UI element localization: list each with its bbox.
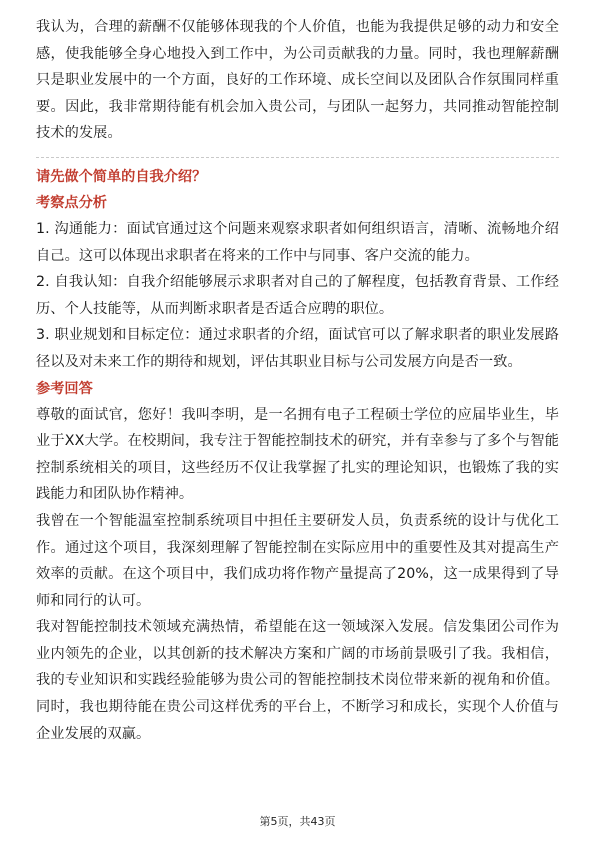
answer-paragraph: 我对智能控制技术领域充满热情，希望能在这一领域深入发展。信发集团公司作为业内领先的企业，以其创新的技术解决方案和广阔的市场前景吸引了我。我相信，我的专业知识和实践经验能够为贵公司的智能控制技术岗位带来新的视角和价值。同时，我也期待能在贵公司这样优秀的平台上，不断学习和成长，实现个人价值与企业发展的双赢。 xyxy=(36,619,559,742)
page-number: 第5页，共43页 xyxy=(259,815,336,828)
analysis-point: 2. 自我认知：自我介绍能够展示求职者对自己的了解程度，包括教育背景、工作经历、个人技能等，从而判断求职者是否适合应聘的职位。 xyxy=(36,274,559,317)
section-divider xyxy=(36,157,559,158)
answer-label: 参考回答 xyxy=(36,380,93,397)
analysis-point: 1. 沟通能力：面试官通过这个问题来观察求职者如何组织语言，清晰、流畅地介绍自己。这可以体现出求职者在将来的工作中与同事、客户交流的能力。 xyxy=(36,220,559,264)
answer-paragraph: 我曾在一个智能温室控制系统项目中担任主要研发人员，负责系统的设计与优化工作。通过这个项目，我深刻理解了智能控制在实际应用中的重要性及其对提高生产效率的贡献。在这个项目中，我们成功将作物产量提高了20%，这一成果得到了导师和同行的认可。 xyxy=(36,512,559,609)
analysis-point: 3. 职业规划和目标定位：通过求职者的介绍，面试官可以了解求职者的职业发展路径以及对未来工作的期待和规划，评估其职业目标与公司发展方向是否一致。 xyxy=(36,327,559,370)
document-page xyxy=(36,14,559,747)
question-title: 请先做个简单的自我介绍？ xyxy=(36,168,207,185)
analysis-label: 考察点分析 xyxy=(36,194,107,211)
intro-paragraph: 我认为，合理的薪酬不仅能够体现我的个人价值，也能为我提供足够的动力和安全感，使我能够全身心地投入到工作中，为公司贡献我的力量。同时，我也理解薪酬只是职业发展中的一个方面，良好的工作环境、成长空间以及团队合作氛围同样重要。因此，我非常期待能有机会加入贵公司，与团队一起努力，共同推动智能控制技术的发展。 xyxy=(36,19,559,142)
answer-paragraph: 尊敬的面试官，您好！我叫李明，是一名拥有电子工程硕士学位的应届毕业生，毕业于XX大学。在校期间，我专注于智能控制技术的研究，并有幸参与了多个与智能控制系统相关的项目，这些经历不仅让我掌握了扎实的理论知识，也锻炼了我的实践能力和团队协作精神。 xyxy=(36,406,559,503)
